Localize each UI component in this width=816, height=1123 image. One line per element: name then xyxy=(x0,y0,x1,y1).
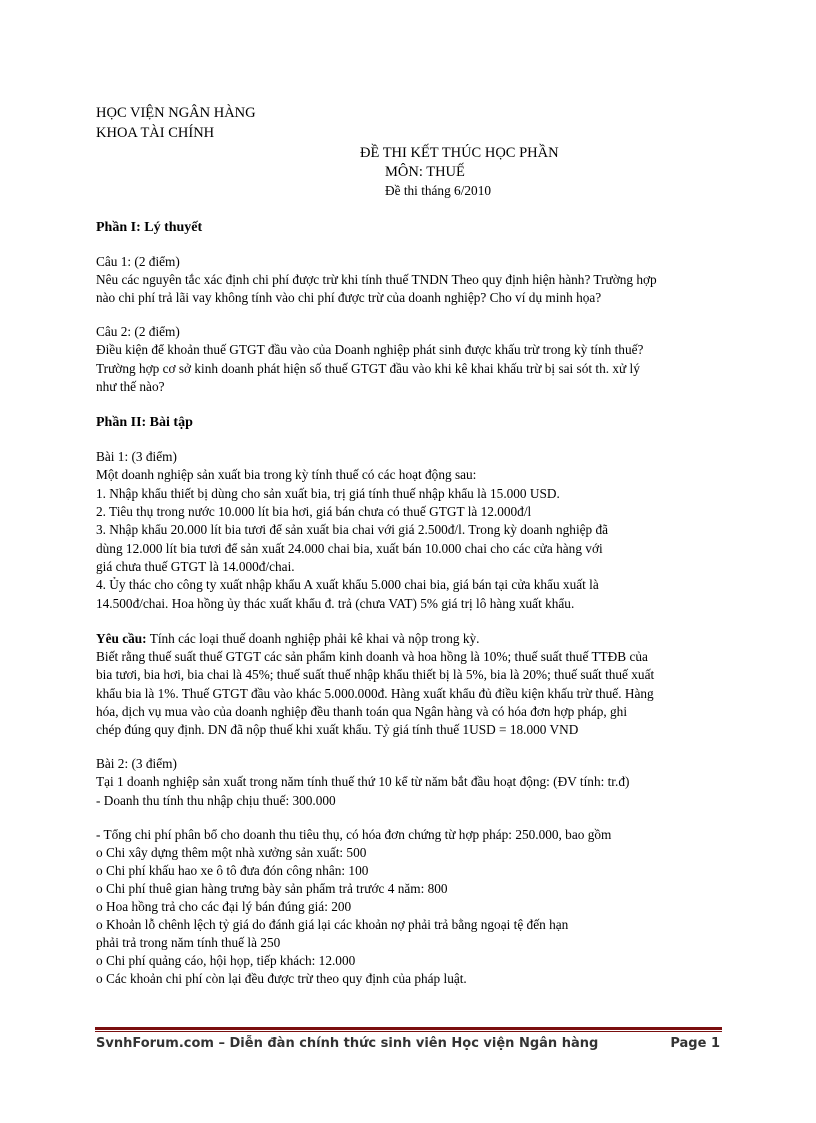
footer-site-text: SvnhForum.com – Diễn đàn chính thức sinh viên Học viện Ngân hàng xyxy=(96,1036,599,1051)
ex1-line: 4. Ủy thác cho công ty xuất nhập khẩu A xuất khẩu 5.000 chai bia, giá bán tại cửa khẩu xuất là xyxy=(96,577,599,592)
ex1-line: Một doanh nghiệp sản xuất bia trong kỳ tính thuế có các hoạt động sau: xyxy=(96,467,477,482)
ex2-cost-line: o Các khoản chi phí còn lại đều được trừ theo quy định của pháp luật. xyxy=(96,971,467,986)
requirement-line xyxy=(96,630,479,648)
ex1-line: 1. Nhập khẩu thiết bị dùng cho sản xuất bia, trị giá tính thuế nhập khẩu là 15.000 USD. xyxy=(96,486,560,501)
requirement-text: Tính các loại thuế doanh nghiệp phải kê khai và nộp trong kỳ. xyxy=(146,631,480,646)
q2-label: Câu 2: (2 điểm) xyxy=(96,324,180,339)
ex2-cost-line: o Chi phí quảng cáo, hội họp, tiếp khách: 12.000 xyxy=(96,953,356,968)
ex2-line: Tại 1 doanh nghiệp sản xuất trong năm tính thuế thứ 10 kể từ năm bắt đầu hoạt động: (ĐV tính: tr.đ) xyxy=(96,774,630,789)
q1-label: Câu 1: (2 điểm) xyxy=(96,254,180,269)
requirement-detail-line: khẩu bia là 1%. Thuế GTGT đầu vào khác 5.000.000đ. Hàng xuất khẩu đủ điều kiện khấu trừ thuế. Hàng xyxy=(96,686,654,701)
requirement-detail-line: hóa, dịch vụ mua vào của doanh nghiệp đều thanh toán qua Ngân hàng và có hóa đơn hợp pháp, ghi xyxy=(96,704,628,719)
ex1-line: giá chưa thuế GTGT là 14.000đ/chai. xyxy=(96,559,295,574)
footer-rule-thick xyxy=(95,1027,722,1030)
ex1-line: 3. Nhập khẩu 20.000 lít bia tươi để sản xuất bia chai với giá 2.500đ/l. Trong kỳ doanh nghiệp đã xyxy=(96,522,609,537)
q2-line: Trường hợp cơ sở kinh doanh phát hiện số thuế GTGT đầu vào khi kê khai khấu trừ bị sai sót th. xử lý xyxy=(96,361,640,376)
footer-rule-thin xyxy=(95,1031,722,1032)
part1-heading: Phần I: Lý thuyết xyxy=(96,220,203,235)
requirement-label: Yêu cầu: xyxy=(96,631,147,646)
ex2-cost-line: - Tổng chi phí phân bổ cho doanh thu tiêu thụ, có hóa đơn chứng từ hợp pháp: 250.000, bao gồm xyxy=(96,827,612,842)
q1-line: Nêu các nguyên tắc xác định chi phí được trừ khi tính thuế TNDN Theo quy định hiện hành? Trường hợp xyxy=(96,272,657,287)
institution-name: HỌC VIỆN NGÂN HÀNG xyxy=(96,105,256,121)
ex2-cost-line: o Chi phí thuê gian hàng trưng bày sản phẩm trả trước 4 năm: 800 xyxy=(96,881,448,896)
requirement-detail-line: chép đúng quy định. DN đã nộp thuế khi xuất khẩu. Tỷ giá tính thuế 1USD = 18.000 VND xyxy=(96,722,579,737)
requirement-detail-line: Biết rằng thuế suất thuế GTGT các sản phẩm kinh doanh và hoa hồng là 10%; thuế suất thuế TTĐB của xyxy=(96,649,648,664)
ex1-line: dùng 12.000 lít bia tươi để sản xuất 24.000 chai bia, xuất bán 10.000 chai cho các cửa hàng với xyxy=(96,541,603,556)
exam-date: Đề thi tháng 6/2010 xyxy=(385,183,491,198)
ex2-label: Bài 2: (3 điểm) xyxy=(96,756,177,771)
q2-line: như thế nào? xyxy=(96,379,165,394)
faculty-name: KHOA TÀI CHÍNH xyxy=(96,125,215,141)
exam-subject: MÔN: THUẾ xyxy=(385,164,465,180)
footer-page-number: Page 1 xyxy=(670,1036,720,1051)
ex2-cost-line: o Khoản lỗ chênh lệch tỷ giá do đánh giá lại các khoản nợ phải trả bằng ngoại tệ đến hạn xyxy=(96,917,569,932)
ex1-label: Bài 1: (3 điểm) xyxy=(96,449,177,464)
ex2-cost-line: o Chi xây dựng thêm một nhà xưởng sản xuất: 500 xyxy=(96,845,367,860)
exam-title: ĐỀ THI KẾT THÚC HỌC PHẦN xyxy=(360,145,559,161)
q2-line: Điều kiện để khoản thuế GTGT đầu vào của Doanh nghiệp phát sinh được khấu trừ trong kỳ tính thuế? xyxy=(96,342,644,357)
requirement-detail-line: bia tươi, bia hơi, bia chai là 45%; thuế suất thuế nhập khẩu thiết bị là 5%, bia là 20%; thuế suất thuế xuất xyxy=(96,667,655,682)
ex2-cost-line: o Chi phí khấu hao xe ô tô đưa đón công nhân: 100 xyxy=(96,863,369,878)
ex2-cost-line: o Hoa hồng trả cho các đại lý bán đúng giá: 200 xyxy=(96,899,352,914)
ex2-cost-line: phải trả trong năm tính thuế là 250 xyxy=(96,935,281,950)
q1-line: nào chi phí trả lãi vay không tính vào chi phí được trừ của doanh nghiệp? Cho ví dụ minh họa? xyxy=(96,290,602,305)
part2-heading: Phần II: Bài tập xyxy=(96,415,193,430)
ex1-line: 14.500đ/chai. Hoa hồng ủy thác xuất khẩu đ. trả (chưa VAT) 5% giá trị lô hàng xuất khẩu. xyxy=(96,596,575,611)
ex1-line: 2. Tiêu thụ trong nước 10.000 lít bia hơi, giá bán chưa có thuế GTGT là 12.000đ/l xyxy=(96,504,532,519)
ex2-line: - Doanh thu tính thu nhập chịu thuế: 300.000 xyxy=(96,793,336,808)
